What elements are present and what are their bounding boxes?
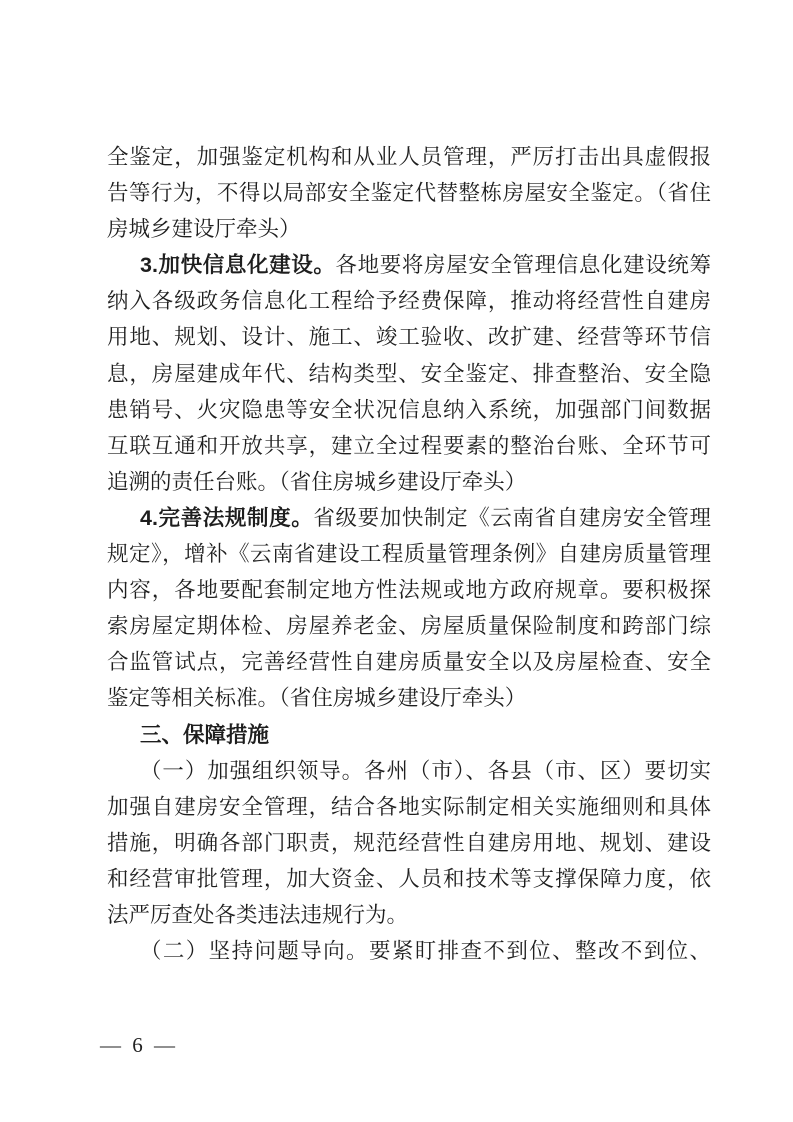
text-segment: 规定》，增补《云南省建设工程质量管理条例》自建房质量管理 bbox=[107, 542, 711, 567]
text-segment: 用地、规划、设计、施工、竣工验收、改扩建、经营等环节信 bbox=[107, 325, 711, 350]
text-line bbox=[107, 211, 711, 247]
bold-heading-segment: 3.加快信息化建设。 bbox=[140, 253, 336, 278]
text-line bbox=[107, 319, 711, 355]
bold-heading-segment: 4.完善法规制度。 bbox=[140, 505, 314, 530]
page-number: — 6 — bbox=[100, 1033, 178, 1057]
text-segment: 加强自建房安全管理，结合各地实际制定相关实施细则和具体 bbox=[107, 794, 711, 819]
text-line bbox=[107, 933, 711, 969]
text-segment: 告等行为，不得以局部安全鉴定代替整栋房屋安全鉴定。（省住 bbox=[107, 181, 711, 206]
text-line bbox=[107, 753, 711, 789]
text-line bbox=[107, 861, 711, 897]
text-segment: 省级要加快制定《云南省自建房安全管理 bbox=[313, 505, 711, 530]
text-line bbox=[107, 428, 711, 464]
text-line bbox=[107, 536, 711, 572]
text-line bbox=[107, 825, 711, 861]
text-segment: 房城乡建设厅牵头） bbox=[107, 217, 301, 242]
text-line bbox=[107, 897, 711, 933]
text-segment: 鉴定等相关标准。（省住房城乡建设厅牵头） bbox=[107, 686, 527, 711]
text-line bbox=[107, 392, 711, 428]
text-line bbox=[107, 356, 711, 392]
text-segment: 患销号、火灾隐患等安全状况信息纳入系统，加强部门间数据 bbox=[107, 397, 711, 422]
text-line bbox=[107, 175, 711, 211]
text-segment: 内容，各地要配套制定地方性法规或地方政府规章。要积极探 bbox=[107, 578, 711, 603]
heading-line bbox=[107, 247, 711, 283]
text-segment: 和经营审批管理，加大资金、人员和技术等支撑保障力度，依 bbox=[107, 866, 711, 891]
text-segment: 措施，明确各部门职责，规范经营性自建房用地、规划、建设 bbox=[107, 830, 711, 855]
text-line bbox=[107, 464, 711, 500]
bold-heading-segment: 三、保障措施 bbox=[140, 722, 270, 747]
text-line bbox=[107, 680, 711, 716]
text-line bbox=[107, 789, 711, 825]
text-segment: （一）加强组织领导。各州（市）、各县（市、区）要切实 bbox=[140, 758, 711, 783]
document-body bbox=[107, 139, 711, 969]
text-segment: 各地要将房屋安全管理信息化建设统筹 bbox=[335, 253, 711, 278]
text-line bbox=[107, 572, 711, 608]
text-segment: 索房屋定期体检、房屋养老金、房屋质量保险制度和跨部门综 bbox=[107, 614, 711, 639]
text-line bbox=[107, 283, 711, 319]
heading-line bbox=[107, 717, 711, 753]
text-segment: （二）坚持问题导向。要紧盯排查不到位、整改不到位、 bbox=[140, 939, 711, 964]
text-segment: 追溯的责任台账。（省住房城乡建设厅牵头） bbox=[107, 469, 527, 494]
text-line bbox=[107, 608, 711, 644]
text-line bbox=[107, 644, 711, 680]
text-segment: 法严厉查处各类违法违规行为。 bbox=[107, 902, 409, 927]
heading-line bbox=[107, 500, 711, 536]
text-line bbox=[107, 139, 711, 175]
text-segment: 全鉴定，加强鉴定机构和从业人员管理，严厉打击出具虚假报 bbox=[107, 145, 711, 169]
text-segment: 纳入各级政务信息化工程给予经费保障，推动将经营性自建房 bbox=[107, 289, 711, 314]
text-segment: 合监管试点，完善经营性自建房质量安全以及房屋检查、安全 bbox=[107, 650, 711, 675]
text-segment: 互联互通和开放共享，建立全过程要素的整治台账、全环节可 bbox=[107, 433, 711, 458]
text-segment: 息，房屋建成年代、结构类型、安全鉴定、排查整治、安全隐 bbox=[107, 361, 711, 386]
